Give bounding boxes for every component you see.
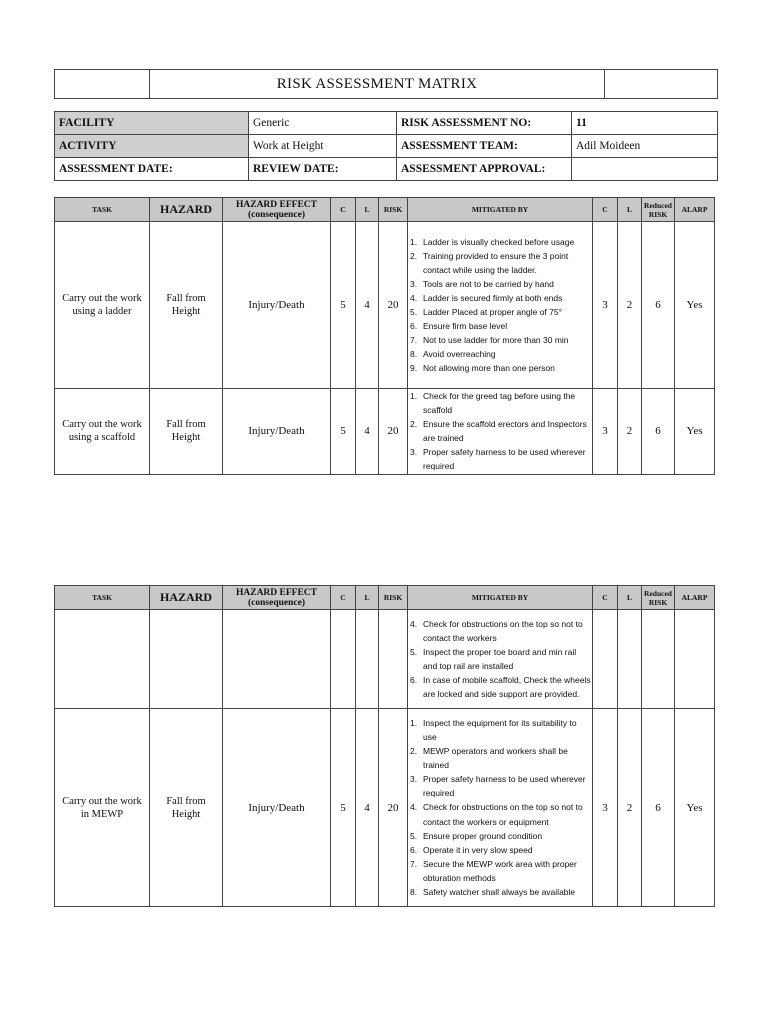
mitigation-text: Avoid overreaching (423, 349, 496, 360)
hazard-cell: Fall from Height (150, 222, 223, 389)
activity-value: Work at Height (249, 135, 397, 158)
header-l2: L (618, 586, 642, 610)
review-date-label: REVIEW DATE: (249, 158, 397, 181)
effect-cell: Injury/Death (223, 389, 331, 475)
mitigation-text: Ladder is visually checked before usage (423, 236, 575, 247)
mitigation-item (410, 319, 592, 333)
l2-cell: 2 (618, 389, 642, 475)
activity-label: ACTIVITY (55, 135, 249, 158)
mitigation-number: 2. (410, 746, 418, 757)
header-reduced-risk (642, 198, 675, 222)
c-cell (331, 610, 356, 709)
header-c2: C (593, 198, 618, 222)
l2-cell: 2 (618, 709, 642, 907)
mitigation-number: 6. (410, 675, 418, 686)
mitigation-number: 6. (410, 321, 418, 332)
alarp-cell (675, 610, 715, 709)
header-reduced-line2: RISK (648, 597, 668, 607)
header-mitigated-by: MITIGATED BY (408, 586, 593, 610)
c2-cell: 3 (593, 709, 618, 907)
mitigation-item (410, 744, 592, 772)
mitigation-number: 8. (410, 349, 418, 360)
reduced-risk-cell (642, 610, 675, 709)
mitigation-text: Ensure the scaffold erectors and Inspectors are trained (423, 419, 587, 444)
mitigation-number: 5. (410, 307, 418, 317)
header-reduced-risk (642, 586, 675, 610)
header-alarp: ALARP (675, 586, 715, 610)
header-task: TASK (55, 198, 150, 222)
header-hazard-effect-line2: (consequence) (248, 597, 305, 608)
risk-no-label: RISK ASSESSMENT NO: (397, 112, 572, 135)
header-hazard-effect-line1: HAZARD EFFECT (235, 587, 318, 598)
mitigation-text: Not to use ladder for more than 30 min (423, 335, 569, 346)
table-row (55, 389, 715, 475)
mitigation-item (410, 277, 592, 291)
mitigation-item (410, 235, 592, 249)
mitigation-item (410, 291, 592, 305)
reduced-risk-cell: 6 (642, 709, 675, 907)
mitigation-item (410, 716, 592, 744)
header-alarp: ALARP (675, 198, 715, 222)
mitigation-text: Operate it in very slow speed (423, 844, 533, 855)
risk-cell: 20 (379, 709, 408, 907)
mitigation-text: Ensure proper ground condition (423, 830, 543, 841)
table-row (55, 222, 715, 389)
l-cell (356, 610, 379, 709)
mitigation-text: Safety watcher shall always be available (423, 887, 576, 898)
c2-cell (593, 610, 618, 709)
header-hazard-effect (223, 198, 331, 222)
mitigation-item (410, 829, 592, 843)
assessment-info-table (54, 111, 718, 181)
task-cell: Carry out the work in MEWP (55, 709, 150, 907)
mitigation-item (410, 249, 592, 277)
mitigation-number: 8. (410, 887, 418, 898)
mitigation-item (410, 417, 592, 445)
mitigation-cell (408, 709, 593, 907)
task-cell: Carry out the work using a ladder (55, 222, 150, 389)
mitigation-text: Check for obstructions on the top so not to contact the workers (423, 618, 583, 643)
facility-label: FACILITY (55, 112, 249, 135)
header-hazard-effect-line2: (consequence) (248, 209, 305, 220)
mitigation-text: Inspect the equipment for its suitability to use (423, 717, 577, 742)
mitigation-cell (408, 610, 593, 709)
header-c2: C (593, 586, 618, 610)
mitigation-cell (408, 222, 593, 389)
mitigation-list (408, 389, 592, 474)
l-cell: 4 (356, 389, 379, 475)
mitigation-item (410, 885, 592, 899)
mitigation-item (410, 843, 592, 857)
header-hazard-effect-line1: HAZARD EFFECT (235, 199, 318, 210)
mitigation-item (410, 800, 592, 828)
header-c: C (331, 586, 356, 610)
mitigation-text: Check for the greed tag before using the scaffold (423, 391, 576, 416)
mitigation-text: Secure the MEWP work area with proper obturation methods (423, 858, 577, 883)
hazard-cell: Fall from Height (150, 709, 223, 907)
mitigation-number: 3. (410, 774, 418, 785)
header-l2: L (618, 198, 642, 222)
header-reduced-line1: Reduced (644, 200, 672, 210)
mitigation-item (410, 333, 592, 347)
mitigation-item (410, 673, 592, 701)
mitigation-item (410, 361, 592, 375)
mitigation-list (408, 716, 592, 899)
l2-cell: 2 (618, 222, 642, 389)
header-risk: RISK (379, 198, 408, 222)
effect-cell: Injury/Death (223, 222, 331, 389)
team-value: Adil Moideen (572, 135, 718, 158)
hazard-cell: Fall from Height (150, 389, 223, 475)
mitigation-text: Training provided to ensure the 3 point contact while using the ladder. (423, 250, 569, 275)
risk-table-1 (54, 197, 715, 475)
mitigation-number: 5. (410, 830, 418, 841)
c2-cell: 3 (593, 222, 618, 389)
l-cell: 4 (356, 709, 379, 907)
page-title: RISK ASSESSMENT MATRIX (150, 70, 605, 99)
header-reduced-line1: Reduced (644, 588, 672, 598)
approval-value (572, 158, 718, 181)
approval-label: ASSESSMENT APPROVAL: (397, 158, 572, 181)
mitigation-list (408, 235, 592, 376)
task-cell: Carry out the work using a scaffold (55, 389, 150, 475)
mitigation-number: 4. (410, 292, 418, 303)
mitigation-number: 7. (410, 335, 418, 346)
header-c: C (331, 198, 356, 222)
effect-cell (223, 610, 331, 709)
mitigation-text: In case of mobile scaffold, Check the wheels are locked and side support are provided. (423, 675, 591, 700)
mitigation-number: 3. (410, 447, 418, 458)
mitigation-number: 2. (410, 250, 418, 261)
title-left-cell (55, 70, 150, 99)
assessment-date-label: ASSESSMENT DATE: (55, 158, 249, 181)
mitigation-text: Tools are not to be carried by hand (423, 278, 554, 289)
header-task: TASK (55, 586, 150, 610)
team-label: ASSESSMENT TEAM: (397, 135, 572, 158)
mitigation-text: Proper safety harness to be used wherever required (423, 447, 586, 472)
mitigation-text: Not allowing more than one person (423, 363, 555, 374)
alarp-cell: Yes (675, 709, 715, 907)
mitigation-number: 3. (410, 278, 418, 289)
risk-table-2 (54, 585, 715, 907)
mitigation-list (408, 617, 592, 702)
header-l: L (356, 586, 379, 610)
header-reduced-line2: RISK (648, 209, 668, 219)
header-l: L (356, 198, 379, 222)
mitigation-text: Ladder Placed at proper angle of 75° (423, 307, 563, 317)
effect-cell: Injury/Death (223, 709, 331, 907)
mitigation-item (410, 305, 592, 319)
hazard-cell (150, 610, 223, 709)
mitigation-item (410, 645, 592, 673)
c-cell: 5 (331, 709, 356, 907)
c-cell: 5 (331, 222, 356, 389)
mitigation-item (410, 772, 592, 800)
c2-cell: 3 (593, 389, 618, 475)
table-row (55, 610, 715, 709)
title-right-cell (605, 70, 718, 99)
mitigation-number: 1. (410, 236, 418, 247)
mitigation-number: 2. (410, 419, 418, 430)
mitigation-text: Check for obstructions on the top so not to contact the workers or equipment (423, 802, 583, 827)
mitigation-number: 9. (410, 363, 418, 374)
risk-cell: 20 (379, 389, 408, 475)
header-hazard: HAZARD (150, 198, 223, 222)
mitigation-item (410, 347, 592, 361)
mitigation-text: Inspect the proper toe board and min rail and top rail are installed (423, 646, 577, 671)
header-mitigated-by: MITIGATED BY (408, 198, 593, 222)
mitigation-number: 5. (410, 646, 418, 657)
task-cell (55, 610, 150, 709)
risk-cell (379, 610, 408, 709)
header-hazard-effect (223, 586, 331, 610)
mitigation-text: Ladder is secured firmly at both ends (423, 292, 563, 303)
alarp-cell: Yes (675, 389, 715, 475)
alarp-cell: Yes (675, 222, 715, 389)
header-risk: RISK (379, 586, 408, 610)
mitigation-number: 4. (410, 802, 418, 813)
mitigation-item (410, 617, 592, 645)
reduced-risk-cell: 6 (642, 389, 675, 475)
mitigation-text: Proper safety harness to be used wherever required (423, 774, 586, 799)
l-cell: 4 (356, 222, 379, 389)
table-row (55, 709, 715, 907)
reduced-risk-cell: 6 (642, 222, 675, 389)
mitigation-text: Ensure firm base level (423, 321, 508, 332)
risk-no-value: 11 (572, 112, 718, 135)
header-hazard: HAZARD (150, 586, 223, 610)
mitigation-item (410, 445, 592, 473)
mitigation-cell (408, 389, 593, 475)
mitigation-text: MEWP operators and workers shall be trained (423, 746, 568, 771)
facility-value: Generic (249, 112, 397, 135)
mitigation-item (410, 857, 592, 885)
l2-cell (618, 610, 642, 709)
mitigation-number: 4. (410, 618, 418, 629)
risk-cell: 20 (379, 222, 408, 389)
mitigation-number: 6. (410, 844, 418, 855)
c-cell: 5 (331, 389, 356, 475)
mitigation-number: 1. (410, 717, 418, 728)
mitigation-item (410, 389, 592, 417)
title-box (54, 69, 718, 99)
mitigation-number: 7. (410, 858, 418, 869)
mitigation-number: 1. (410, 391, 418, 401)
